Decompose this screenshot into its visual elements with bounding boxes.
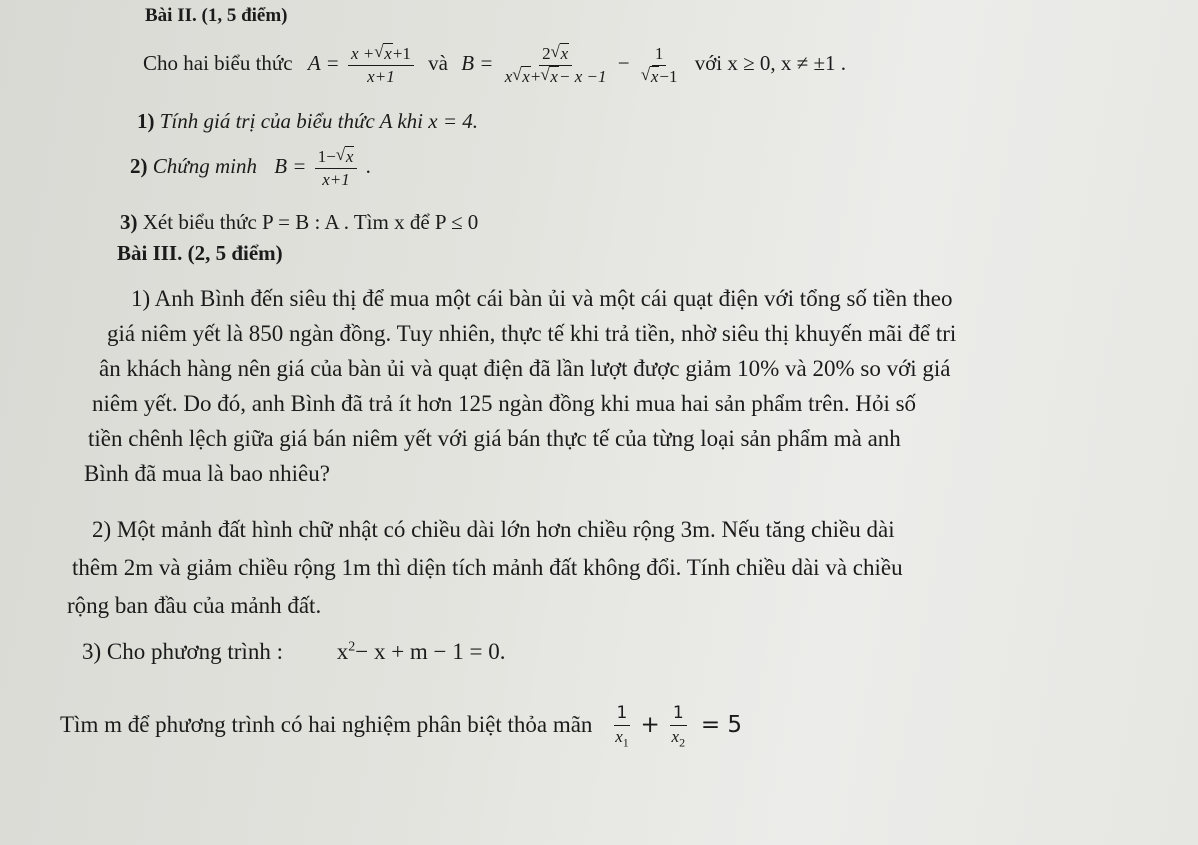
a-fraction: $\frac{x +√ x+1}{x+1}$ [348,45,414,86]
p1-line-6: Bình đã mua là bao nhiêu? [84,461,330,486]
question-3: 3) Xét biểu thức P = B : A . Tìm x để P ≤ 0 [120,210,479,234]
p1-line-3: ân khách hàng nên giá của bàn ủi và quạt điện đã lần lượt được giảm 10% và 20% so với giá [99,356,951,381]
p3-line: 3) Cho phương trình : $x^2- x + m - 1 = 0$. [82,639,506,664]
p2-line-1: 2) Một mảnh đất hình chữ nhật có chiều dài lớn hơn chiều rộng 3m. Nếu tăng chiều dài [92,517,895,542]
p2-line-3: rộng ban đầu của mảnh đất. [67,593,322,618]
q2-fraction: $\frac{1-√ x}{x+1}$ [315,148,358,189]
b-lhs: B = [461,51,494,76]
p4-fraction-1: $\frac{1}{x_1}$ [615,703,629,750]
expressions-line [143,45,846,86]
b-fraction-1: $\frac{2√ x}{x√ x+√ x- x -1}$ [502,45,610,86]
condition-text: với x ≥ 0, x ≠ ±1 . [694,51,846,76]
p1-line-2: giá niêm yết là 850 ngàn đồng. Tuy nhiên, thực tế khi trả tiền, nhờ siêu thị khuyến mãi để tri [107,321,957,346]
p1-line-1: 1) Anh Bình đến siêu thị để mua một cái bàn ủi và một cái quạt điện với tổng số tiền theo [131,286,953,311]
p2-line-2: thêm 2m và giảm chiều rộng 1m thì diện tích mảnh đất không đổi. Tính chiều dài và chiều [72,555,903,580]
p4-line: Tìm m để phương trình có hai nghiệm phân biệt thỏa mãn $\frac{1}{x_1}$ + $\frac{1}{x_2}$ = 5 [60,703,743,750]
section-header-bai3: Bài III. (2, 5 điểm) [117,241,283,265]
question-1: 1) Tính giá trị của biểu thức A khi x = 4. [137,109,478,133]
p1-line-5: tiền chênh lệch giữa giá bán niêm yết với giá bán thực tế của từng loại sản phẩm mà anh [88,426,901,451]
p1-line-4: niêm yết. Do đó, anh Bình đã trả ít hơn 125 ngàn đồng khi mua hai sản phẩm trên. Hỏi số [92,391,917,416]
question-2: 2) Chứng minh B = $\frac{1-√ x}{x+1}$ . [130,148,371,189]
b-fraction-2: 1 √ x−1 [638,45,681,86]
equation: $x^2- x + m - 1 = 0$. [336,639,506,664]
p4-fraction-2: $\frac{1}{x_2}$ [671,703,686,750]
intro-text: Cho hai biểu thức [143,51,293,76]
minus-sign: − [617,51,630,76]
a-lhs: A = [307,51,340,76]
va-text: và [428,51,448,76]
section-header-bai2: Bài II. (1, 5 điểm) [145,5,288,26]
